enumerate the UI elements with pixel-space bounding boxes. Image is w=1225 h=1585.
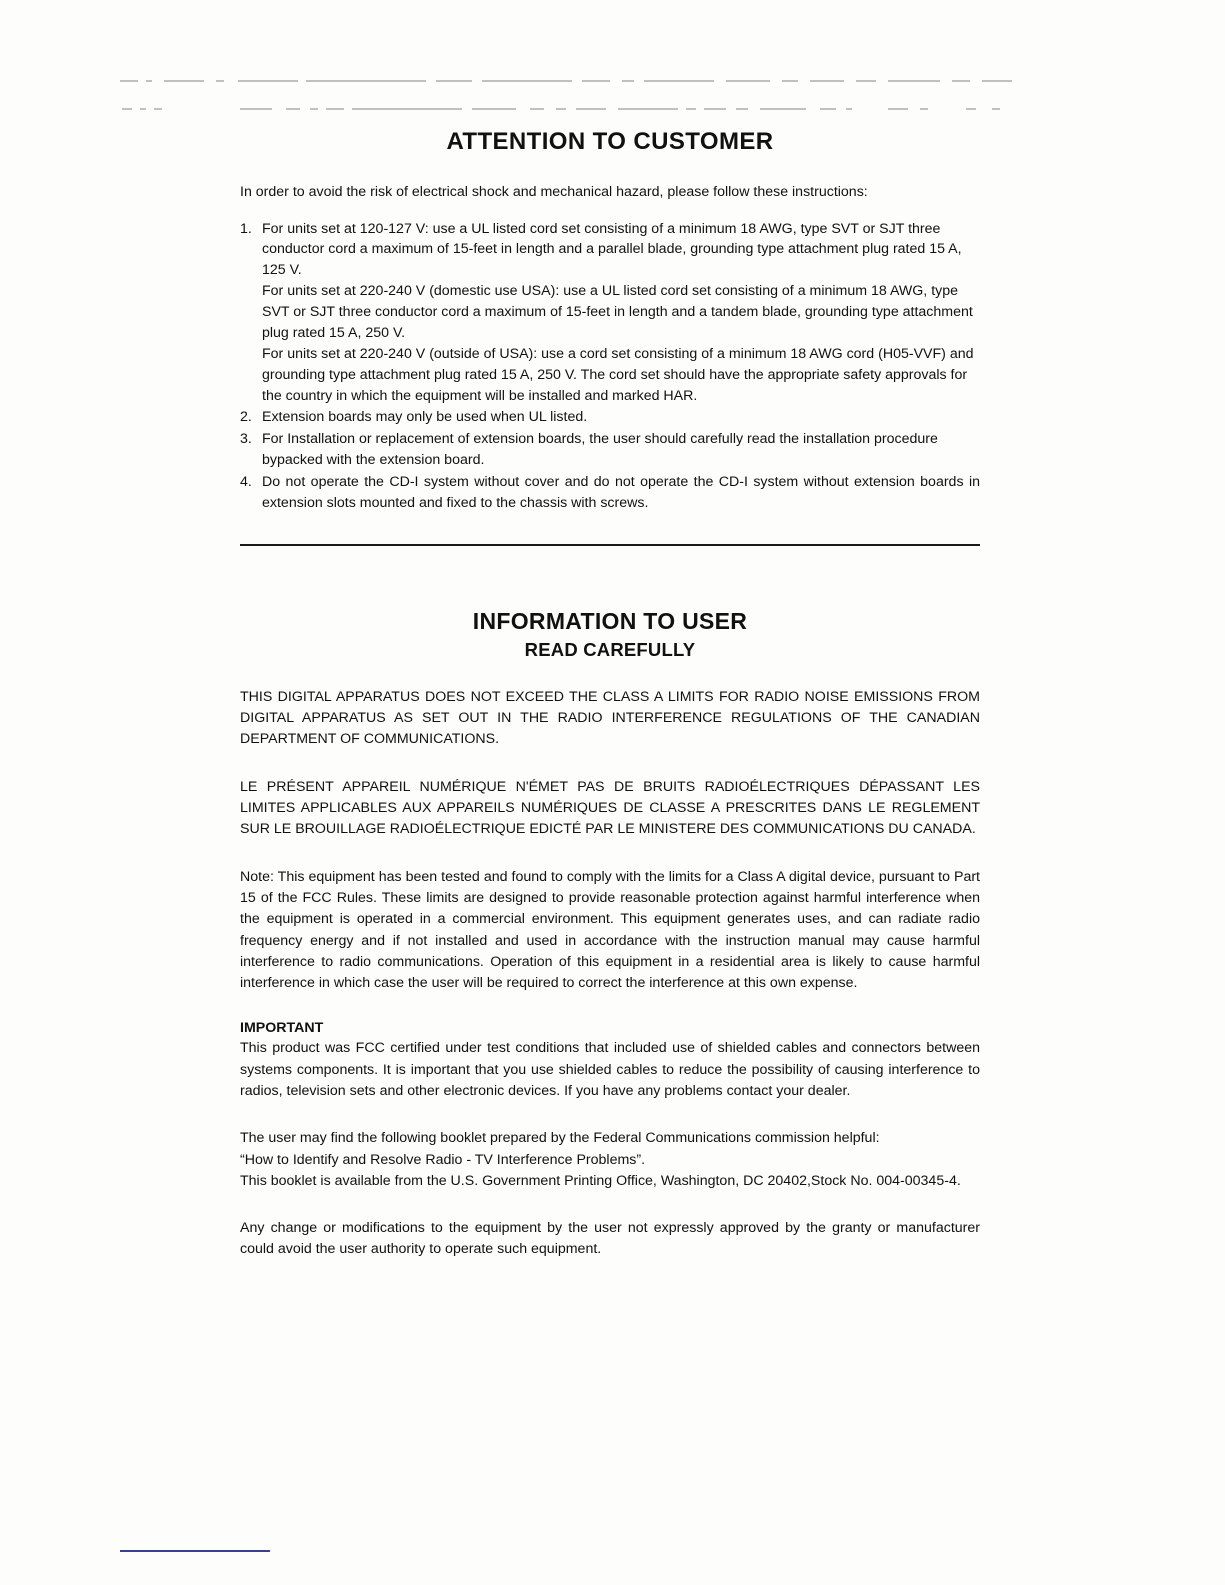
- list-item-number: 4.: [240, 474, 252, 491]
- paragraph-fcc-note: Note: This equipment has been tested and found to comply with the limits for a Class A digital device, pursuant to Part 15 of the FCC Rules. These limits are designed to provide reasonable protection against harmful interference when the equipment is operated in a commercial environment. This equipment generates uses, and can radiate radio frequency energy and if not installed and used in accordance with the instruction manual may cause harmful interference to radio communications. Operation of this equipment in a residential area is likely to cause harmful interference in which case the user will be required to correct the interference at this own expense.: [240, 868, 980, 992]
- list-item-number: 1.: [240, 220, 252, 237]
- list-item-paragraph: For units set at 220-240 V (domestic use USA): use a UL listed cord set consisting of a minimum 18 AWG, type SVT or SJT three conductor cord a maximum of 15-feet in length and a tandem blade, grounding type attachment plug rated 15 A, 250 V.: [262, 283, 973, 341]
- section-divider: [240, 544, 980, 546]
- list-item-body: [262, 429, 980, 471]
- list-item: [240, 472, 980, 514]
- list-item: [240, 407, 980, 428]
- list-item-paragraph: Extension boards may only be used when UL listed.: [262, 409, 588, 426]
- booklet-title: “How to Identify and Resolve Radio - TV Interference Problems”.: [240, 1151, 646, 1168]
- list-item-body: [262, 472, 980, 514]
- booklet-intro: The user may find the following booklet prepared by the Federal Communications commission helpful:: [240, 1130, 880, 1147]
- important-body: This product was FCC certified under test conditions that included use of shielded cables and connectors between systems components. It is important that you use shielded cables to reduce the possibility of causing interference to radios, television sets and other electronic devices. If you have any problems contact your dealer.: [240, 1040, 980, 1099]
- section-title: INFORMATION TO USER: [472, 607, 748, 634]
- list-item-paragraph: Do not operate the CD-I system without cover and do not operate the CD-I system without extension boards in extension slots mounted and fixed to the chassis with screws.: [262, 474, 980, 511]
- booklet-availability: This booklet is available from the U.S. Government Printing Office, Washington, DC 20402,Stock No. 004-00345-4.: [240, 1172, 961, 1189]
- section-subtitle: READ CAREFULLY: [524, 638, 696, 660]
- document-content: [240, 128, 980, 1261]
- important-heading: IMPORTANT: [240, 1020, 324, 1037]
- closing-paragraph: Any change or modifications to the equipment by the user not expressly approved by the granty or manufacturer could avoid the user authority to operate such equipment.: [240, 1220, 980, 1258]
- list-item-number: 2.: [240, 409, 252, 426]
- list-item-paragraph: For units set at 120-127 V: use a UL listed cord set consisting of a minimum 18 AWG, type SVT or SJT three conductor cord a maximum of 15-feet in length and a parallel blade, grounding type attachment plug rated 15 A, 125 V.: [262, 220, 962, 279]
- paragraph-canada-french: LE PRÉSENT APPAREIL NUMÉRIQUE N'ÉMET PAS DE BRUITS RADIOÉLECTRIQUES DÉPASSANT LES LIMITES APPLICABLES AUX APPAREILS NUMÉRIQUES DE CLASSE A PRESCRITES DANS LE REGLEMENT SUR LE BROUILLAGE RADIOÉLECTRIQUE EDICTÉ PAR LE MINISTERE DES COMMUNICATIONS DU CANADA.: [240, 778, 980, 838]
- scan-artifact-footer: [120, 1550, 270, 1552]
- list-item-body: [262, 219, 980, 407]
- paragraph-canada-english: THIS DIGITAL APPARATUS DOES NOT EXCEED THE CLASS A LIMITS FOR RADIO NOISE EMISSIONS FROM DIGITAL APPARATUS AS SET OUT IN THE RADIO INTERFERENCE REGULATIONS OF THE CANADIAN DEPARTMENT OF COMMUNICATIONS.: [240, 688, 980, 748]
- list-item-paragraph: For Installation or replacement of extension boards, the user should carefully read the installation procedure bypacked with the extension board.: [262, 431, 938, 469]
- information-to-user-section: [240, 608, 980, 1261]
- list-item-number: 3.: [240, 431, 252, 448]
- list-item-paragraph: For units set at 220-240 V (outside of USA): use a cord set consisting of a minimum 18 AWG cord (H05-VVF) and grounding type attachment plug rated 15 A, 250 V. The cord set should have the appropriate safety approvals for the country in which the equipment will be installed and marked HAR.: [262, 345, 974, 404]
- intro-paragraph: In order to avoid the risk of electrical shock and mechanical hazard, please follow these instructions:: [240, 184, 868, 200]
- list-item: [240, 429, 980, 471]
- instruction-list: [240, 219, 980, 514]
- scan-artifact-top: [120, 78, 1020, 118]
- page-title: ATTENTION TO CUSTOMER: [446, 128, 774, 155]
- list-item: [240, 219, 980, 407]
- list-item-body: [262, 407, 980, 428]
